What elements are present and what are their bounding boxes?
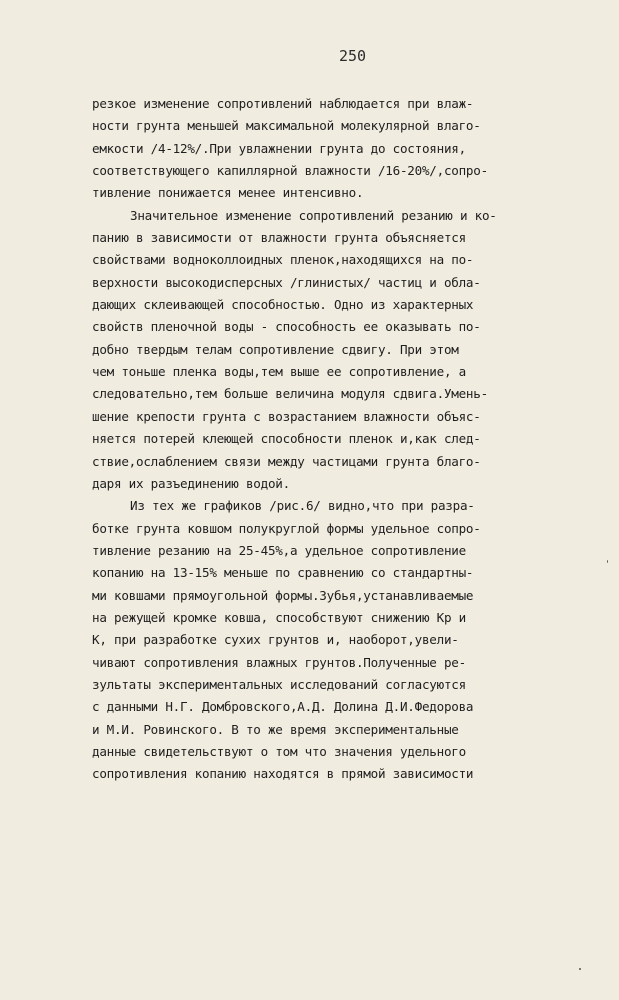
paper-speck <box>607 560 608 563</box>
text-line: емкости /4-12%/.При увлажнении грунта до состояния, <box>92 140 466 156</box>
text-line: и М.И. Ровинского. В то же время экспериментальные <box>92 721 459 737</box>
body-text <box>92 93 562 786</box>
text-line: K, при разработке сухих грунтов и, наоборот,увели- <box>92 632 459 648</box>
text-line: на режущей кромке ковша, способствуют снижению Kр и <box>92 609 466 625</box>
text-line: верхности высокодисперсных /глинистых/ частиц и обла- <box>92 274 481 290</box>
text-line: дающих склеивающей способностью. Одно из характерных <box>92 297 474 313</box>
text-line: зультаты экспериментальных исследований согласуются <box>92 676 466 692</box>
text-line: свойств пленочной воды - способность ее оказывать по- <box>92 319 481 335</box>
text-line: сопротивления копанию находятся в прямой зависимости <box>92 766 474 782</box>
paragraph-first-line: Из тех же графиков /рис.6/ видно,что при разра- <box>130 498 475 514</box>
text-line: добно твердым телам сопротивление сдвигу. При этом <box>92 341 459 357</box>
text-line: ботке грунта ковшом полукруглой формы удельное сопро- <box>92 520 481 536</box>
text-line: тивление понижается менее интенсивно. <box>92 185 364 201</box>
text-line: шение крепости грунта с возрастанием влажности объяс- <box>92 408 481 424</box>
page-number: 250 <box>338 47 367 65</box>
text-line: чивают сопротивления влажных грунтов.Полученные ре- <box>92 654 466 670</box>
text-line: данные свидетельствуют о том что значения удельного <box>92 743 466 759</box>
text-line: свойствами водноколлоидных пленок,находящихся на по- <box>92 252 474 268</box>
text-line: чем тоньше пленка воды,тем выше ее сопротивление, а <box>92 364 466 380</box>
text-line: ми ковшами прямоугольной формы.Зубья,устанавливаемые <box>92 587 474 603</box>
text-line: ствие,ослаблением связи между частицами грунта благо- <box>92 453 481 469</box>
text-line: копанию на 13-15% меньше по сравнению со стандартны- <box>92 565 474 581</box>
text-line: соответствующего капиллярной влажности /16-20%/,сопро- <box>92 163 488 179</box>
text-line: резкое изменение сопротивлений наблюдается при влаж- <box>92 96 474 111</box>
text-line: с данными Н.Г. Домбровского,А.Д. Долина Д.И.Федорова <box>92 699 474 715</box>
paragraph-first-line: Значительное изменение сопротивлений резанию и ко- <box>130 207 497 223</box>
paper-speck <box>579 968 581 970</box>
text-line: даря их разъединению водой. <box>92 475 290 491</box>
text-line: панию в зависимости от влажности грунта объясняется <box>92 230 466 246</box>
text-line: няется потерей клеющей способности пленок и,как след- <box>92 431 481 447</box>
text-line: ности грунта меньшей максимальной молекулярной влаго- <box>92 118 481 134</box>
text-line: тивление резанию на 25-45%,а удельное сопротивление <box>92 542 466 558</box>
text-line: следовательно,тем больше величина модуля сдвига.Умень- <box>92 386 488 402</box>
